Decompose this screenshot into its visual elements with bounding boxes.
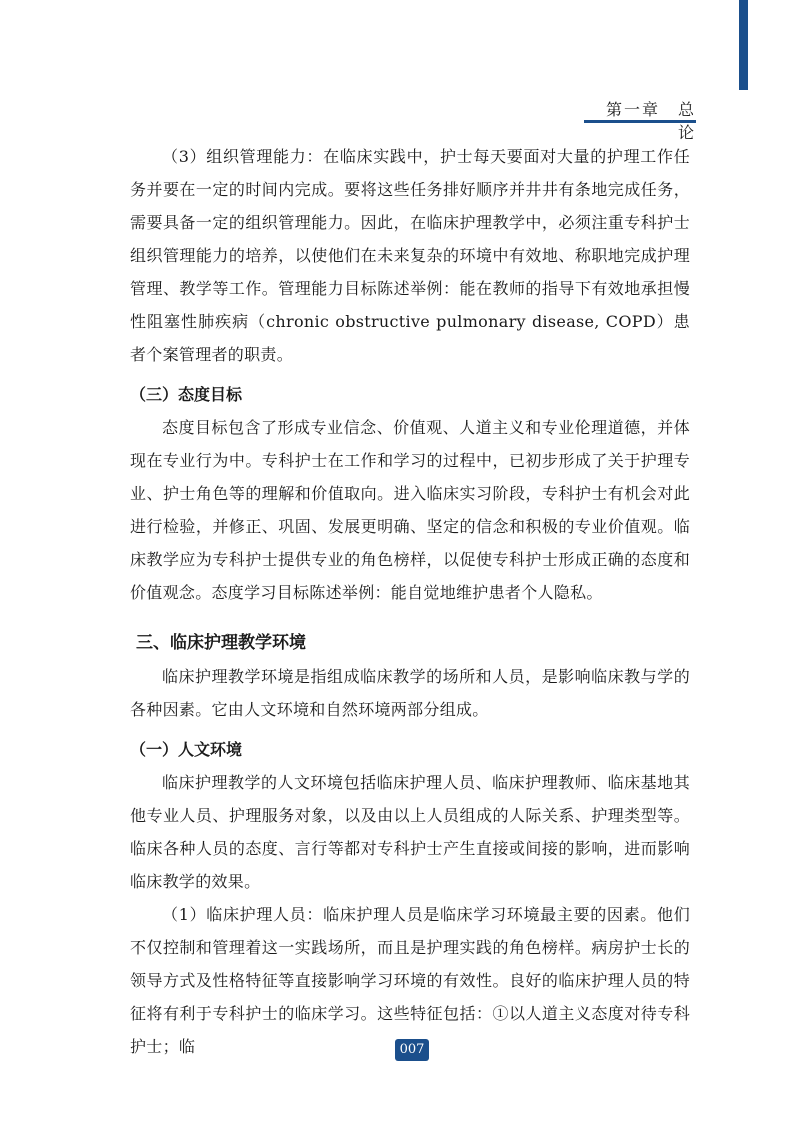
paragraph-clinical-nursing-staff: （1）临床护理人员：临床护理人员是临床学习环境最主要的因素。他们不仅控制和管理着这一实践场所，而且是护理实践的角色榜样。病房护士长的领导方式及性格特征等直接影响学习环境的有效性。良好的临床护理人员的特征将有利于专科护士的临床学习。这些特征包括：①以人道主义态度对待专科护士；临 xyxy=(130,905,690,1056)
side-tab-marker xyxy=(739,0,748,90)
subheading-humanistic-environment: （一）人文环境 xyxy=(130,740,243,759)
running-head-rule xyxy=(584,120,696,123)
subheading-attitude-goals: （三）态度目标 xyxy=(130,385,243,404)
page-number-badge: 007 xyxy=(395,1039,429,1061)
running-head-chapter-title: 第一章 总 论 xyxy=(605,100,696,142)
spacer xyxy=(130,726,690,733)
paragraph-humanistic-environment: 临床护理教学的人文环境包括临床护理人员、临床护理教师、临床基地其他专业人员、护理服务对象，以及由以上人员组成的人际关系、护理类型等。临床各种人员的态度、言行等都对专科护士产生直接或间接的影响，进而影响临床教学的效果。 xyxy=(130,773,690,891)
paragraph-environment-intro: 临床护理教学环境是指组成临床教学的场所和人员，是影响临床教与学的各种因素。它由人文环境和自然环境两部分组成。 xyxy=(130,667,690,719)
paragraph-organization-ability: （3）组织管理能力：在临床实践中，护士每天要面对大量的护理工作任务并要在一定的时间内完成。要将这些任务排好顺序并井井有条地完成任务，需要具备一定的组织管理能力。因此，在临床护理教学中，必须注重专科护士组织管理能力的培养，以使他们在未来复杂的环境中有效地、称职地完成护理管理、教学等工作。管理能力目标陈述举例：能在教师的指导下有效地承担慢性阻塞性肺疾病（chronic obstructive pulmonary disease, COPD）患者个案管理者的职责。 xyxy=(130,147,690,364)
paragraph-attitude-goals: 态度目标包含了形成专业信念、价值观、人道主义和专业伦理道德，并体现在专业行为中。专科护士在工作和学习的过程中，已初步形成了关于护理专业、护士角色等的理解和价值取向。进入临床实习阶段，专科护士有机会对此进行检验，并修正、巩固、发展更明确、坚定的信念和积极的专业价值观。临床教学应为专科护士提供专业的角色榜样，以促使专科护士形成正确的态度和价值观念。态度学习目标陈述举例：能自觉地维护患者个人隐私。 xyxy=(130,418,690,602)
spacer xyxy=(130,609,690,627)
section-heading-teaching-environment: 三、临床护理教学环境 xyxy=(136,633,306,653)
spacer xyxy=(130,371,690,378)
page-content xyxy=(130,140,690,1063)
